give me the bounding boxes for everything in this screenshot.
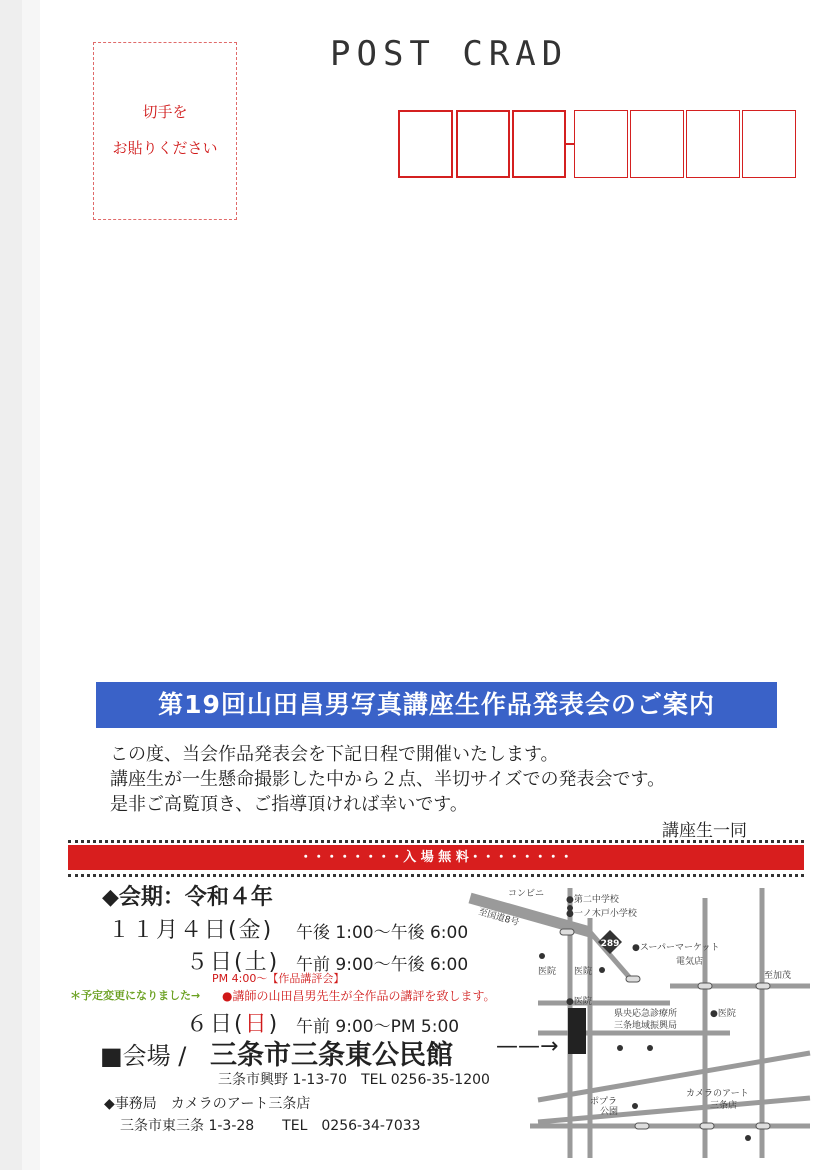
day3-weekday: 日	[244, 1012, 269, 1037]
map-label-hospital3: ●医院	[566, 997, 592, 1007]
venue-address: 三条市興野 1-13-70 TEL 0256-35-1200	[218, 1072, 490, 1088]
map-label-konbini: コンビニ	[508, 889, 545, 899]
day1-time: 午後 1:00〜午後 6:00	[296, 923, 469, 943]
zip-box-1	[398, 110, 453, 178]
venue-marker	[568, 1008, 586, 1054]
map-label-emergency2: 三条地域振興局	[614, 1021, 678, 1031]
stamp-text-2: お貼りください	[112, 139, 218, 157]
day2-date: ５日(土)	[186, 950, 280, 975]
venue-name: 三条市三条東公民館	[210, 1040, 453, 1071]
intro-line-2: 講座生が一生懸命撮影した中から２点、半切サイズでの発表会です。	[110, 769, 666, 790]
map-dot	[632, 1103, 638, 1109]
critique-note: ●講師の山田昌男先生が全作品の講評を致します。	[222, 989, 496, 1003]
map-label-hospital4: ●医院	[710, 1009, 736, 1019]
map-label-camera2: 三条店	[710, 1101, 738, 1111]
map-label-national-road: 至国道8号	[477, 907, 521, 929]
office-address: 三条市東三条 1-3-28 TEL 0256-34-7033	[120, 1118, 421, 1134]
map-label-kamo: 至加茂	[764, 971, 792, 981]
postcard-title: POST CRAD	[330, 34, 569, 74]
change-notice: ＊予定変更になりました→	[70, 989, 201, 1002]
dotted-rule-top	[68, 840, 804, 843]
zip-box-3	[512, 110, 566, 178]
route-label: 289	[600, 939, 620, 949]
zip-box-2	[456, 110, 510, 178]
day3-num: ６日(	[186, 1012, 245, 1037]
map-road-4	[538, 1053, 810, 1100]
day3-time: 午前 9:00〜PM 5:00	[296, 1017, 460, 1037]
map-label-emergency1: 県央応急診療所	[614, 1009, 678, 1019]
map-road-5	[538, 1098, 810, 1122]
day1-date: １１月４日(金)	[108, 918, 274, 943]
map-dot	[539, 953, 545, 959]
zip-box-5	[630, 110, 684, 178]
map-label-super: ●スーパーマーケット	[632, 943, 720, 953]
zip-box-7	[742, 110, 796, 178]
map-label-hospital1: 医院	[538, 967, 557, 977]
period-label: ◆会期：令和４年	[102, 885, 273, 910]
dotted-rule-bottom	[68, 874, 804, 877]
map-label-electric: 電気店	[676, 957, 704, 967]
map-dot	[599, 967, 605, 973]
zip-separator	[566, 143, 574, 145]
signature: 講座生一同	[662, 821, 747, 841]
map-dot	[617, 1045, 623, 1051]
stamp-box	[93, 42, 237, 220]
admission-bar: ・・・・・・・・入 場 無 料・・・・・・・・	[68, 845, 804, 870]
map-label-school2: ●一ノ木戸小学校	[566, 909, 637, 919]
location-map	[477, 878, 810, 1158]
map-dot	[647, 1045, 653, 1051]
intro-line-1: この度、当会作品発表会を下記日程で開催いたします。	[110, 744, 559, 765]
day2-time: 午前 9:00〜午後 6:00	[296, 955, 469, 975]
venue-arrow: ——→	[496, 1034, 559, 1059]
stamp-text-1: 切手を	[142, 103, 188, 121]
map-label-school1: ●第二中学校	[566, 895, 619, 905]
critique-time: PM 4:00〜【作品講評会】	[212, 972, 345, 985]
map-label-park2: 公園	[600, 1107, 619, 1117]
map-label-park1: ポプラ	[590, 1097, 618, 1107]
zip-box-6	[686, 110, 740, 178]
intro-line-3: 是非ご高覧頂き、ご指導頂ければ幸いです。	[110, 794, 468, 815]
day3-close: )	[268, 1012, 280, 1037]
scan-edge	[0, 0, 22, 1170]
scan-edge-inner	[22, 0, 40, 1170]
office-label: ◆事務局 カメラのアート三条店	[104, 1096, 311, 1112]
event-banner: 第19回山田昌男写真講座生作品発表会のご案内	[96, 682, 777, 728]
map-label-hospital2: 医院	[574, 967, 593, 977]
map-dot	[745, 1135, 751, 1141]
zip-box-4	[574, 110, 628, 178]
map-label-camera1: カメラのアート	[686, 1089, 749, 1099]
venue-label: ■会場 /	[100, 1042, 187, 1070]
